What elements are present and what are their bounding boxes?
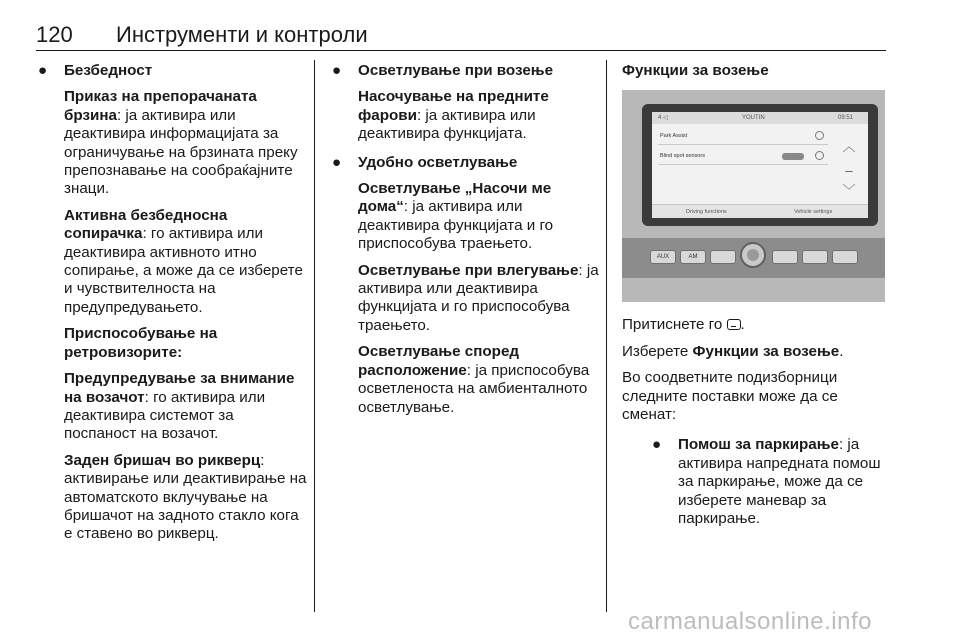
- panel-button-5: [802, 250, 828, 264]
- paragraph-rear-wiper: Заден бришач во рикверц: активирање или деактивирање на автоматското вклучување на бришачот на задното стакло кога е ставено во рикверц.: [64, 451, 307, 543]
- softkey-driving-functions: Driving functions: [686, 209, 727, 216]
- panel-button-aux: AUX: [650, 250, 676, 264]
- bullet-heading-driving-lighting: ● Осветлување при возење: [332, 62, 554, 79]
- chevron-up-icon: ︿: [842, 139, 856, 155]
- header-rule: [36, 50, 886, 51]
- paragraph-entry-lighting: Осветлување при влегување: ја активира или деактивира функцијата и го приспособува траењето.: [358, 261, 599, 334]
- softkey-vehicle-settings: Vehicle settings: [794, 209, 833, 216]
- bullet-dot: ●: [332, 62, 342, 79]
- paragraph-ambient-lighting: Осветлување според расположение: ја приспособува осветленоста на амбиенталното осветлување.: [358, 343, 590, 416]
- infotainment-figure: [622, 90, 885, 302]
- page-title: Инструменти и контроли: [116, 22, 368, 47]
- paragraph-guide-me-home: Осветлување „Насочи ме дома“: ја активира или деактивира функцијата и го приспособува траењето.: [358, 180, 554, 253]
- bullet-dot: ●: [652, 436, 662, 454]
- panel-button-am: AM: [680, 250, 706, 264]
- bullet-dot: ●: [38, 62, 48, 79]
- panel-button-4: [772, 250, 798, 264]
- page-header: [36, 22, 886, 52]
- softkey-bar: [652, 204, 868, 218]
- section-title-driving-functions: Функции за возење: [622, 62, 769, 79]
- status-left: 4 ◁: [658, 115, 668, 122]
- bullet-heading-safety: ● Безбедност: [38, 62, 153, 79]
- status-bar: [652, 112, 868, 124]
- bullet-park-assist: ● Помош за паркирање: ја активира напредната помош за паркирање, може да се изберете маневар за паркирање.: [652, 436, 881, 528]
- paragraph-headlight-aiming: Насочување на предните фарови: ја активира или деактивира функцијата.: [358, 88, 549, 143]
- volume-knob-icon: [740, 242, 766, 268]
- paragraph-select-driving-functions: Изберете Функции за возење.: [622, 342, 844, 360]
- watermark: carmanualsonline.info: [628, 608, 872, 635]
- bullet-heading-comfort-lighting: ● Удобно осветлување: [332, 153, 518, 171]
- column-2: [330, 62, 600, 425]
- home-icon: [727, 319, 741, 330]
- info-icon: [815, 131, 824, 140]
- menu-row-blind-spot: Blind spot sensors: [658, 148, 828, 165]
- info-icon: [815, 151, 824, 160]
- panel-button-home: [832, 250, 858, 264]
- column-3: [622, 62, 890, 528]
- column-divider-2: [606, 60, 607, 612]
- status-clock: 09:51: [838, 115, 854, 122]
- paragraph-press-home: Притиснете го .: [622, 316, 745, 334]
- panel-button-3: [710, 250, 736, 264]
- display-bezel: [642, 104, 878, 226]
- paragraph-active-brake: Активна безбедносна сопирачка: го активира или деактивира активното итно сопирање, а може да се изберете и чувствителноста на предупредувањето.: [64, 206, 303, 316]
- dash-icon: –: [845, 163, 853, 179]
- paragraph-submenus: Во соодветните подизборници следните поставки може да се сменат:: [622, 369, 838, 424]
- toggle-switch-icon: [782, 153, 804, 160]
- page-number: 120: [36, 22, 73, 47]
- bullet-dot: ●: [332, 153, 342, 171]
- status-mid: YOUTIN: [742, 115, 765, 122]
- column-divider-1: [314, 60, 315, 612]
- control-panel: [622, 238, 885, 278]
- column-1: [36, 62, 308, 552]
- menu-row-park-assist: Park Assist: [658, 128, 828, 145]
- chevron-down-icon: ﹀: [842, 183, 856, 199]
- paragraph-speed-limit: Приказ на препорачаната брзина: ја активира или деактивира информацијата за ограничување на брзината преку препознавање на сообраќајните знаци.: [64, 88, 298, 198]
- paragraph-mirrors: Приспособување на ретровизорите:: [64, 325, 218, 361]
- paragraph-driver-attention: Предупредување за внимание на возачот: го активира или деактивира системот за поспаност на возачот.: [64, 370, 295, 443]
- display-screen: [652, 112, 868, 218]
